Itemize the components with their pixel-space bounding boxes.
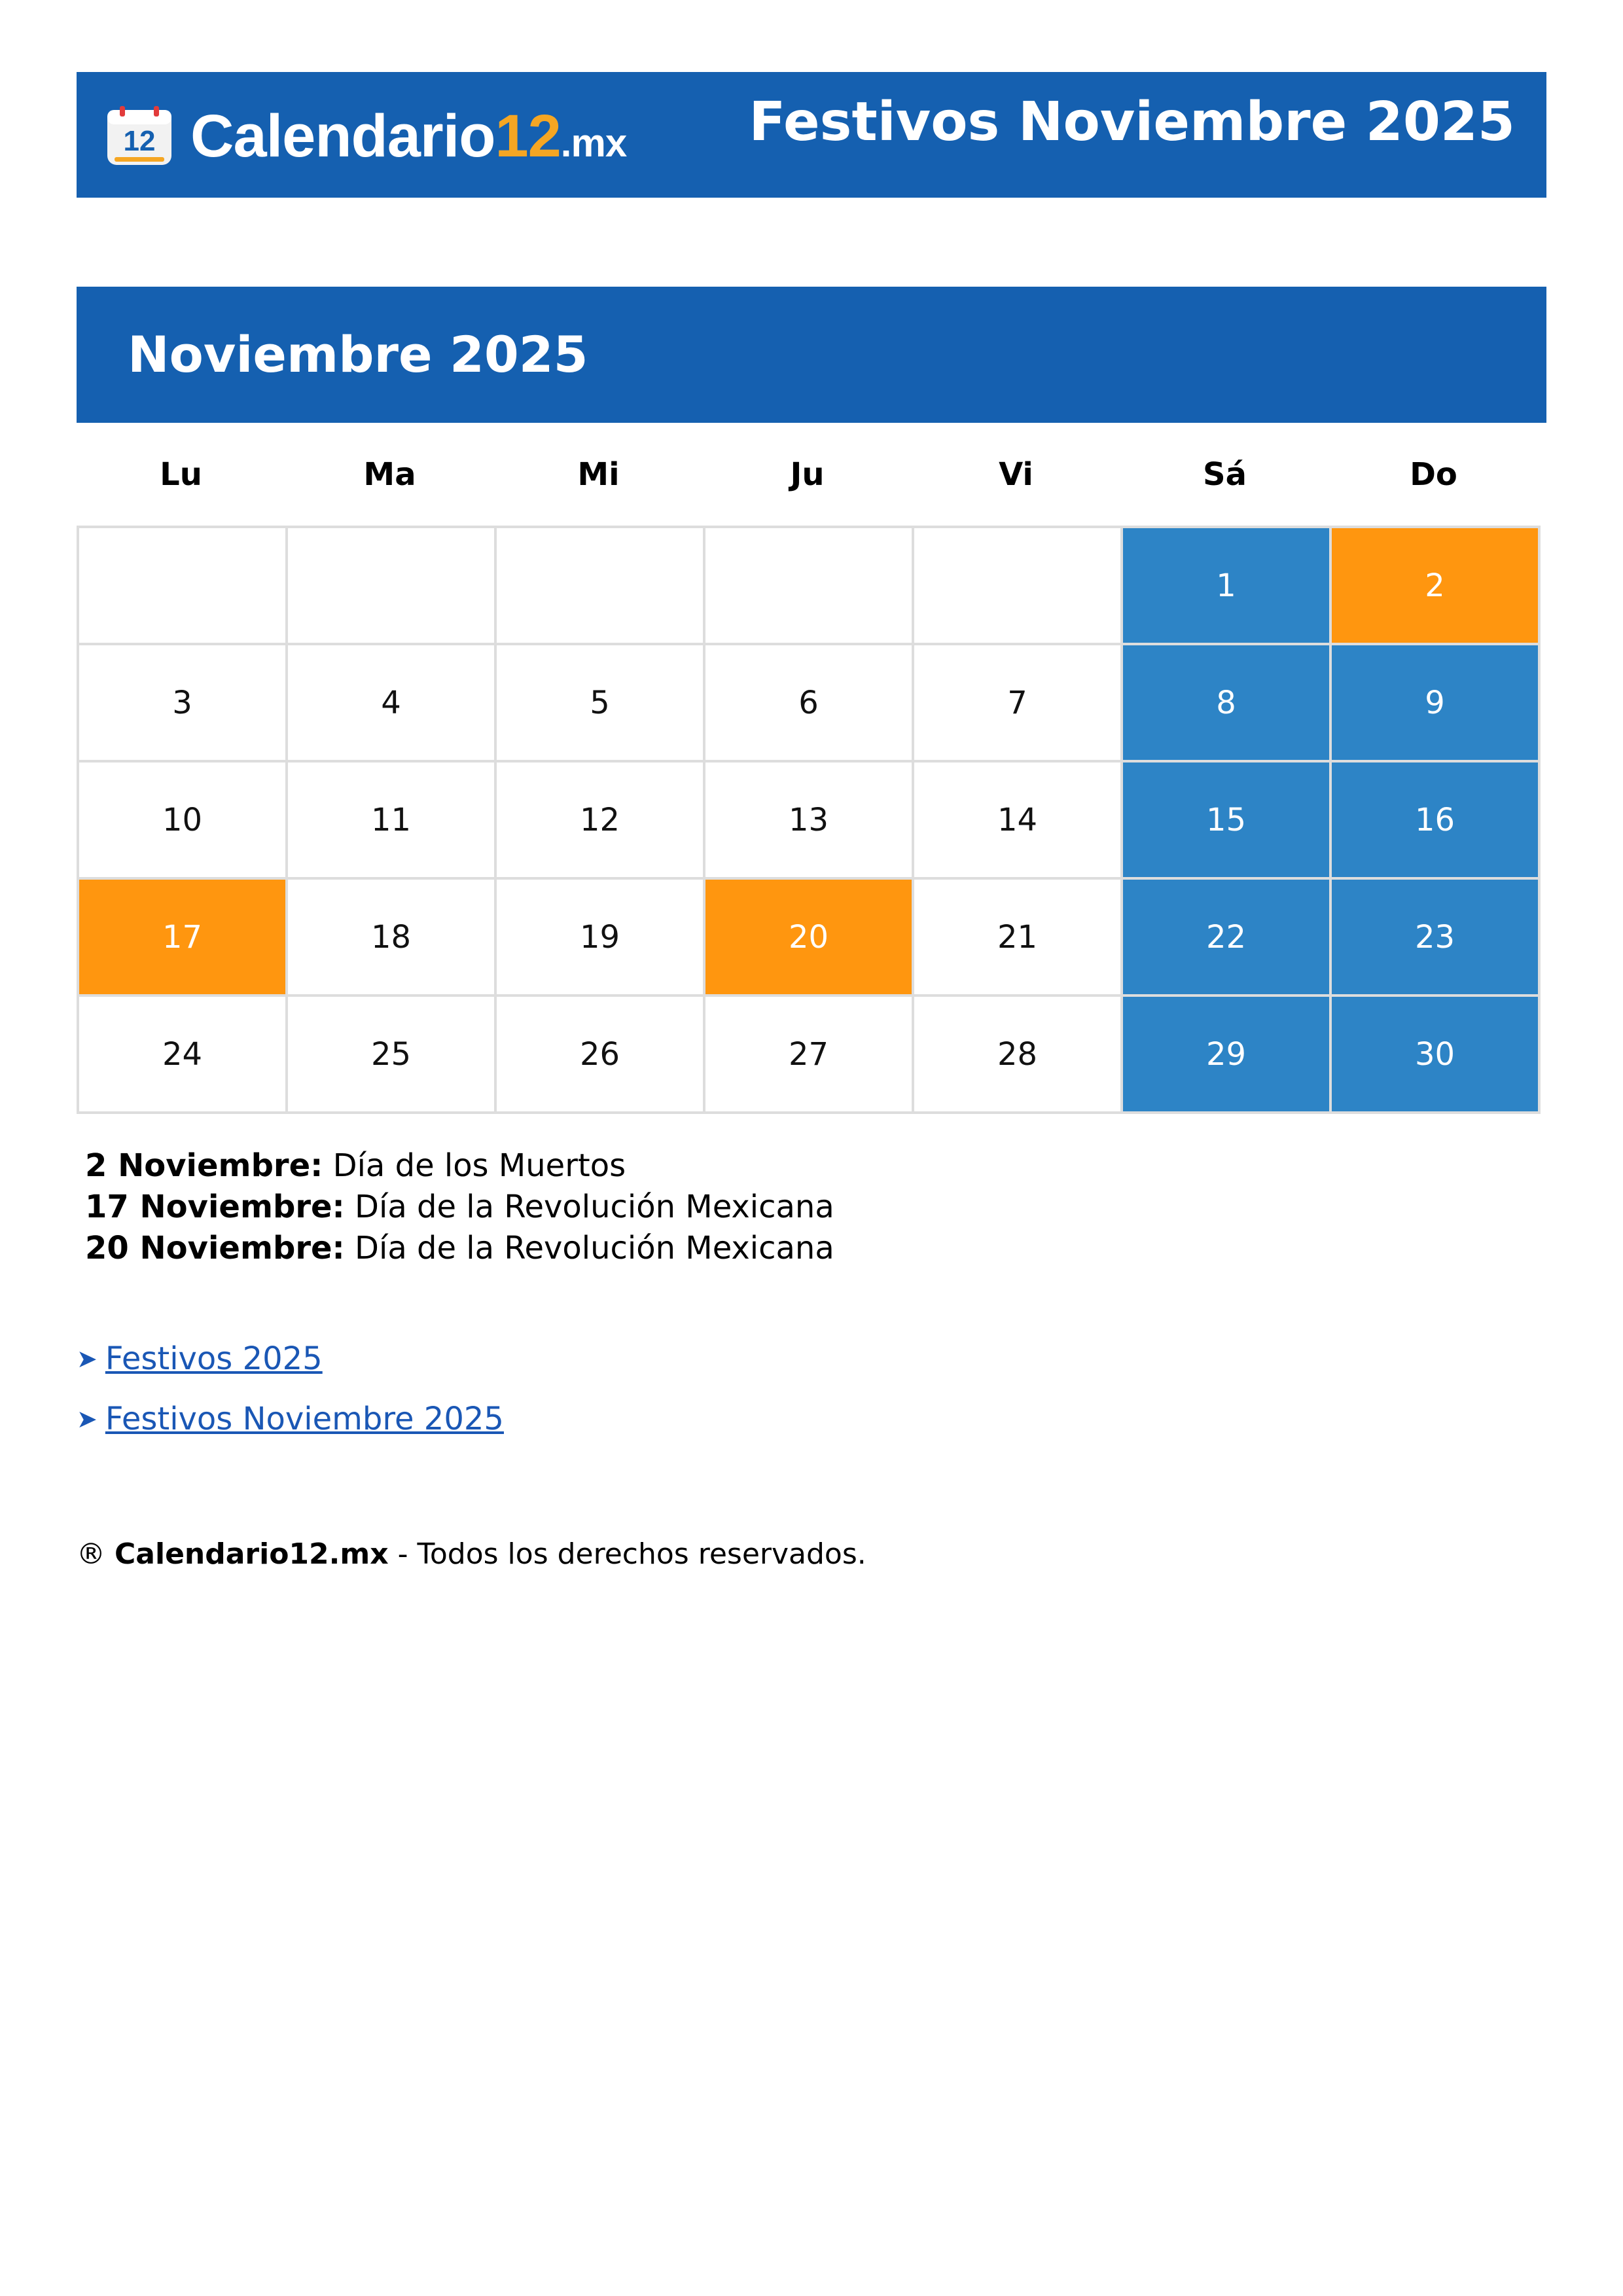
day-cell: 15 xyxy=(1123,762,1332,880)
day-cell: 4 xyxy=(288,645,497,762)
link-row xyxy=(77,1329,504,1389)
day-cell: 7 xyxy=(914,645,1123,762)
day-cell: 16 xyxy=(1332,762,1541,880)
holiday-date: 20 Noviembre: xyxy=(85,1230,345,1266)
day-cell: 3 xyxy=(79,645,288,762)
day-cell: 25 xyxy=(288,997,497,1114)
calendar-icon xyxy=(105,106,173,166)
day-cell: 5 xyxy=(497,645,705,762)
logo-text-number: 12 xyxy=(495,103,561,170)
month-header xyxy=(77,287,1546,423)
footer xyxy=(77,1535,866,1574)
holiday-date: 17 Noviembre: xyxy=(85,1189,345,1225)
logo-text-main: Calendario xyxy=(190,103,495,170)
site-header xyxy=(77,72,1546,198)
empty-day-cell xyxy=(914,528,1123,645)
logo-text-tld: .mx xyxy=(560,121,627,165)
empty-day-cell xyxy=(288,528,497,645)
day-cell: 23 xyxy=(1332,880,1541,997)
link-row xyxy=(77,1389,504,1449)
holiday-list xyxy=(85,1145,834,1269)
footer-brand: Calendario12.mx xyxy=(115,1537,389,1571)
logo-icon-number: 12 xyxy=(123,125,156,157)
page-title: Festivos Noviembre 2025 xyxy=(749,91,1515,153)
holiday-item xyxy=(85,1145,834,1187)
holiday-name: Día de los Muertos xyxy=(332,1147,626,1184)
day-cell: 11 xyxy=(288,762,497,880)
empty-day-cell xyxy=(497,528,705,645)
registered-symbol: ® xyxy=(77,1537,105,1571)
day-cell: 18 xyxy=(288,880,497,997)
arrow-right-icon: ➤ xyxy=(77,1405,98,1433)
weekday-label: Mi xyxy=(577,456,620,493)
day-cell: 10 xyxy=(79,762,288,880)
logo-wordmark xyxy=(190,103,627,170)
weekday-label: Do xyxy=(1410,456,1457,493)
day-cell: 19 xyxy=(497,880,705,997)
holiday-name: Día de la Revolución Mexicana xyxy=(355,1189,834,1225)
day-cell: 2 xyxy=(1332,528,1541,645)
day-cell: 1 xyxy=(1123,528,1332,645)
day-cell: 12 xyxy=(497,762,705,880)
link-festivos-2025[interactable]: Festivos 2025 xyxy=(105,1340,323,1377)
day-cell: 22 xyxy=(1123,880,1332,997)
weekday-header-row xyxy=(77,452,1538,497)
day-cell: 30 xyxy=(1332,997,1541,1114)
day-cell: 8 xyxy=(1123,645,1332,762)
month-title: Noviembre 2025 xyxy=(128,325,588,384)
day-cell: 6 xyxy=(705,645,914,762)
holiday-date: 2 Noviembre: xyxy=(85,1147,323,1184)
day-cell: 27 xyxy=(705,997,914,1114)
empty-day-cell xyxy=(705,528,914,645)
day-cell: 21 xyxy=(914,880,1123,997)
day-cell: 13 xyxy=(705,762,914,880)
day-cell: 20 xyxy=(705,880,914,997)
arrow-right-icon: ➤ xyxy=(77,1344,98,1373)
calendar-grid xyxy=(77,526,1541,1114)
weekday-label: Sá xyxy=(1203,456,1247,493)
day-cell: 24 xyxy=(79,997,288,1114)
link-festivos-noviembre-2025[interactable]: Festivos Noviembre 2025 xyxy=(105,1401,504,1437)
holiday-name: Día de la Revolución Mexicana xyxy=(355,1230,834,1266)
empty-day-cell xyxy=(79,528,288,645)
day-cell: 14 xyxy=(914,762,1123,880)
day-cell: 28 xyxy=(914,997,1123,1114)
weekday-label: Ma xyxy=(363,456,416,493)
weekday-label: Lu xyxy=(160,456,202,493)
footer-text: - Todos los derechos reservados. xyxy=(397,1537,866,1571)
weekday-label: Vi xyxy=(999,456,1033,493)
day-cell: 9 xyxy=(1332,645,1541,762)
day-cell: 17 xyxy=(79,880,288,997)
day-cell: 29 xyxy=(1123,997,1332,1114)
holiday-item xyxy=(85,1187,834,1228)
holiday-item xyxy=(85,1228,834,1269)
site-logo[interactable] xyxy=(105,105,626,168)
weekday-label: Ju xyxy=(790,456,825,493)
related-links xyxy=(77,1329,504,1449)
day-cell: 26 xyxy=(497,997,705,1114)
